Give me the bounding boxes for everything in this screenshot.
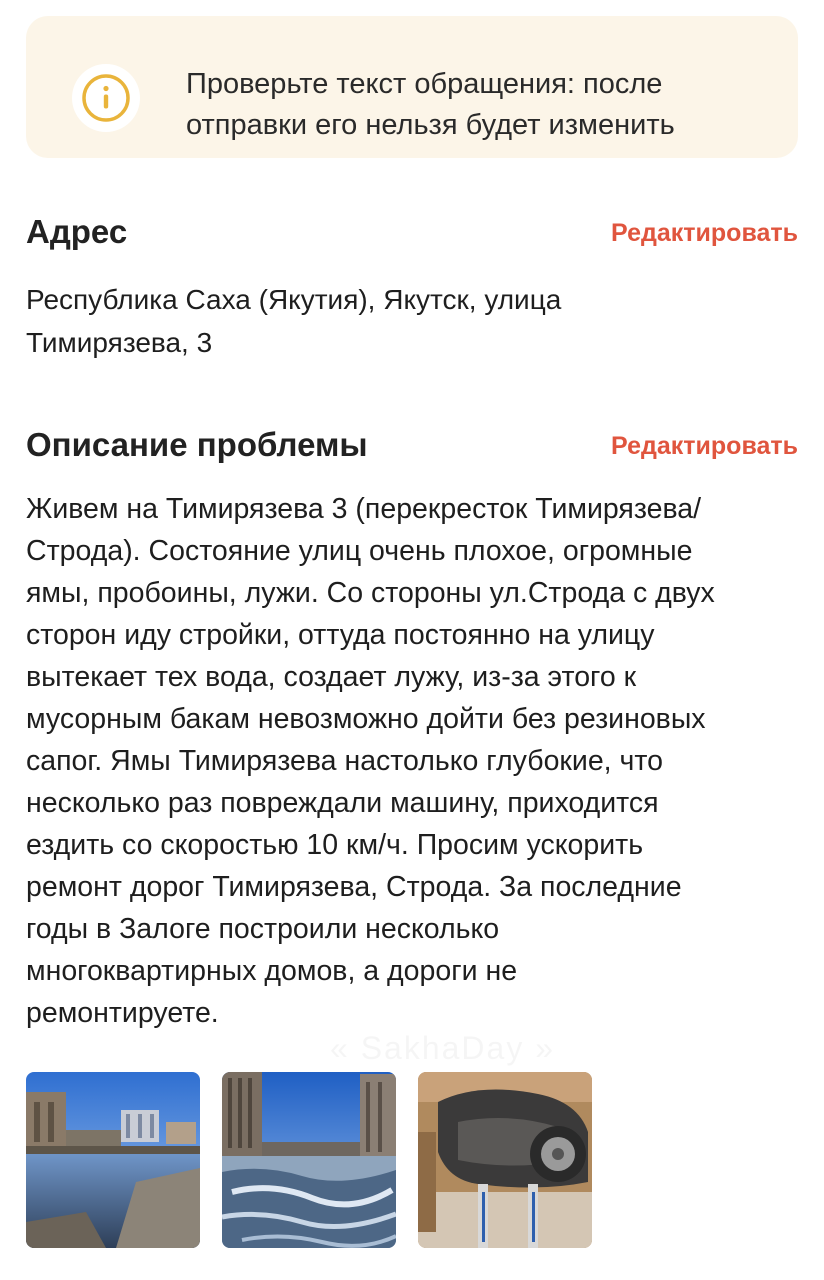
- photo-car-on-lift[interactable]: [418, 1072, 592, 1248]
- photo-gallery: [26, 1072, 596, 1248]
- photo-muddy-road[interactable]: [222, 1072, 396, 1248]
- address-title: Адрес: [26, 213, 128, 250]
- edit-description-button[interactable]: Редактировать: [611, 432, 798, 460]
- edit-address-button[interactable]: Редактировать: [611, 219, 798, 247]
- description-value: Живем на Тимирязева 3 (перекресток Тимирязева/ Строда). Состояние улиц очень плохое, огромные ямы, пробоины, лужи. Со стороны ул.Строда с двух сторон иду стройки, оттуда постоянно на улицу вытекает тех вода, создает лужу, из-за этого к мусорным бакам невозможно дойти без резиновых сапог. Ямы Тимирязева настолько глубокие, что несколько раз повреждали машину, приходится ездить со скоростью 10 км/ч. Просим ускорить ремонт дорог Тимирязева, Строда. За последние годы в Залоге построили несколько многоквартирных домов, а дороги не ремонтируете.: [26, 493, 715, 1029]
- notice-text: Проверьте текст обращения: после отправки его нельзя будет изменить: [186, 68, 675, 141]
- watermark: [330, 1030, 555, 1067]
- warning-notice: [26, 16, 798, 158]
- description-title: Описание проблемы: [26, 426, 368, 463]
- address-value: Республика Саха (Якутия), Якутск, улица Тимирязева, 3: [26, 284, 562, 358]
- info-icon: [72, 64, 140, 132]
- photo-street-puddle[interactable]: [26, 1072, 200, 1248]
